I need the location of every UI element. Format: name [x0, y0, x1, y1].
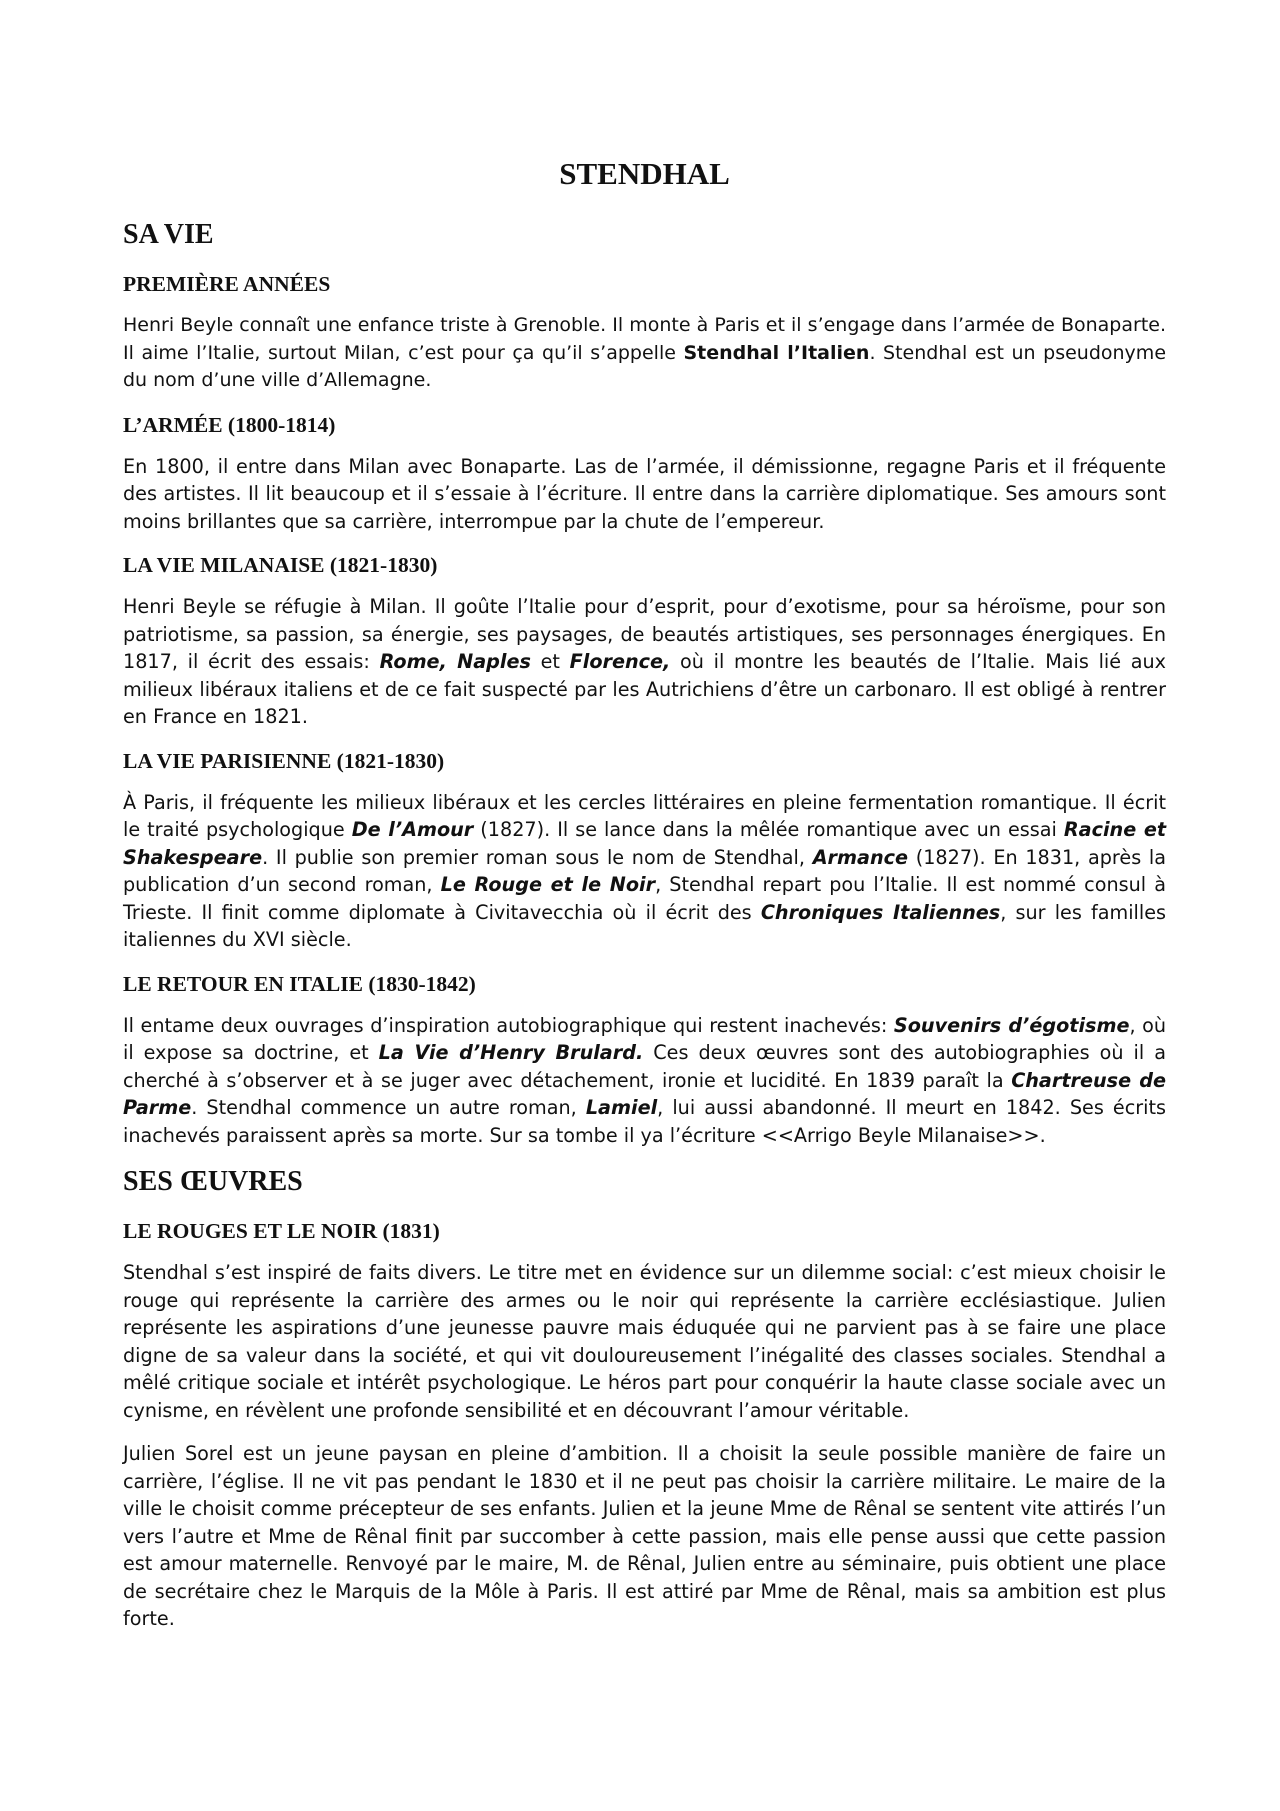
- section-heading-armee: L’ARMÉE (1800-1814): [123, 412, 336, 437]
- paragraph-armee: En 1800, il entre dans Milan avec Bonaparte. Las de l’armée, il démissionne, regagne Paris et il fréquente des artistes. Il lit beaucoup et il s’essaie à l’écriture. Il entre dans la carrière diplomatique. Ses amours sont moins brillantes que sa carrière, interrompue par la chute de l’empereur.: [123, 454, 1166, 533]
- part-heading-ses-oeuvres: SES ŒUVRES: [123, 1166, 303, 1197]
- paragraph-rouge-noir-2: Julien Sorel est un jeune paysan en pleine d’ambition. Il a choisit la seule possible manière de faire un carrière, l’église. Il ne vit pas pendant le 1830 et il ne peut pas choisir la carrière militaire. Le maire de la ville le choisit comme précepteur de ses enfants. Julien et la jeune Mme de Rênal se sentent vite attirés l’un vers l’autre et Mme de Rênal finit par succomber à cette passion, mais elle pense aussi que cette passion est amour maternelle. Renvoyé par le maire, M. de Rênal, Julien entre au séminaire, puis obtient une place de secrétaire chez le Marquis de la Môle à Paris. Il est attiré par Mme de Rênal, mais sa ambition est plus forte.: [123, 1442, 1166, 1630]
- text-run: Henri Beyle se réfugie à Milan. Il goûte l’Italie pour d’esprit, pour d’exotisme, pour sa héroïsme, pour son patriotisme, sa passion, sa énergie, ses paysages, de beautés artistiques, ses personnages énergiques. En 1817, il écrit des essais:: [123, 595, 1166, 673]
- work-title-racine-shakespeare: Racine et Shakespeare: [123, 818, 1167, 869]
- text-run: Il entame deux ouvrages d’inspiration autobiographique qui restent inachevés:: [123, 1013, 894, 1037]
- text-run: Henri Beyle connaît une enfance triste à Grenoble. Il monte à Paris et il s’engage dans l’armée de Bonaparte. Il aime l’Italie, surtout Milan, c’est pour ça qu’il s’appelle: [123, 314, 1166, 364]
- document-page: [123, 150, 1166, 1649]
- paragraph-vie-parisienne: [123, 789, 1166, 954]
- work-title-rouge-et-noir: Le Rouge et le Noir: [440, 873, 656, 896]
- paragraph-vie-milanaise: [123, 593, 1166, 731]
- text-run: . Stendhal est un pseudonyme du nom d’une ville d’Allemagne.: [123, 341, 1167, 391]
- work-title-souvenirs-egotisme: Souvenirs d’égotisme: [893, 1013, 1130, 1037]
- part-heading-sa-vie: SA VIE: [123, 219, 214, 250]
- text-run: , sur les familles italiennes du XVI siècle.: [123, 900, 1166, 951]
- work-title-chartreuse-parme: Chartreuse de Parme: [123, 1068, 1166, 1119]
- work-title-rome-naples: Rome, Naples: [379, 650, 531, 673]
- text-run: où il montre les beautés de l’Italie. Mais lié aux milieux libéraux italiens et de ce fait suspecté par les Autrichiens d’être un carbonaro. Il est obligé à rentrer en France en 1821.: [123, 650, 1167, 728]
- work-title-lamiel: Lamiel: [585, 1096, 658, 1119]
- text-run: , Stendhal repart pou l’Italie. Il est nommé consul à Trieste. Il finit comme diplomate à Civitavecchia où il écrit des: [123, 873, 1166, 924]
- text-run: (1827). Il se lance dans la mêlée romantique avec un essai: [473, 818, 1064, 841]
- text-run: , lui aussi abandonné. Il meurt en 1842. Ses écrits inachevés paraissent après sa morte. Sur sa tombe il ya l’écriture <<Arrigo Beyle Milanaise>>.: [123, 1096, 1166, 1147]
- text-run: . Stendhal commence un autre roman,: [191, 1096, 586, 1119]
- section-heading-vie-parisienne: LA VIE PARISIENNE (1821-1830): [123, 748, 445, 773]
- work-title-chroniques-italiennes: Chroniques Italiennes: [760, 900, 1001, 924]
- work-title-de-l-amour: De l’Amour: [351, 818, 474, 841]
- text-run: À Paris, il fréquente les milieux libéraux et les cercles littéraires en pleine fermentation romantique. Il écrit le traité psychologique: [123, 790, 1166, 841]
- paragraph-retour-italie: [123, 1012, 1166, 1150]
- work-title-vie-henry-brulard: La Vie d’Henry Brulard.: [378, 1041, 644, 1064]
- text-run: . Il publie son premier roman sous le nom de Stendhal,: [262, 845, 813, 869]
- paragraph-rouge-noir-1: Stendhal s’est inspiré de faits divers. Le titre met en évidence sur un dilemme social: c’est mieux choisir le rouge qui représente la carrière des armes ou le noir qui représente la carrière ecclésiastique. Julien représente les aspirations d’une jeunesse pauvre mais éduquée qui ne parvient pas à se faire une place digne de sa valeur dans la société, et qui vit douloureusement l’inégalité des classes sociales. Stendhal a mêlé critique sociale et intérêt psychologique. Le héros part pour conquérir la haute classe sociale avec un cynisme, en révèlent une profonde sensibilité et en découvrant l’amour véritable.: [123, 1261, 1166, 1422]
- emphasis-stendhal-italien: Stendhal l’Italien: [683, 341, 870, 364]
- paragraph-premieres-annees: [123, 312, 1166, 395]
- section-heading-premieres-annees: PREMIÈRE ANNÉES: [123, 272, 331, 296]
- section-heading-rouge-et-noir: LE ROUGES ET LE NOIR (1831): [123, 1219, 440, 1243]
- work-title-armance: Armance: [812, 845, 909, 869]
- text-run: Ces deux œuvres sont des autobiographies où il a cherché à s’observer et à se juger avec détachement, ironie et lucidité. En 1839 paraît la: [123, 1041, 1166, 1092]
- section-heading-retour-italie: LE RETOUR EN ITALIE (1830-1842): [123, 971, 476, 996]
- section-heading-vie-milanaise: LA VIE MILANAISE (1821-1830): [123, 553, 438, 577]
- document-title: STENDHAL: [559, 156, 730, 191]
- text-run: (1827). En 1831, après la publication d’un second roman,: [123, 845, 1166, 896]
- text-run: et: [530, 650, 570, 673]
- text-run: , où il expose sa doctrine, et: [123, 1013, 1166, 1064]
- work-title-florence: Florence,: [569, 650, 671, 673]
